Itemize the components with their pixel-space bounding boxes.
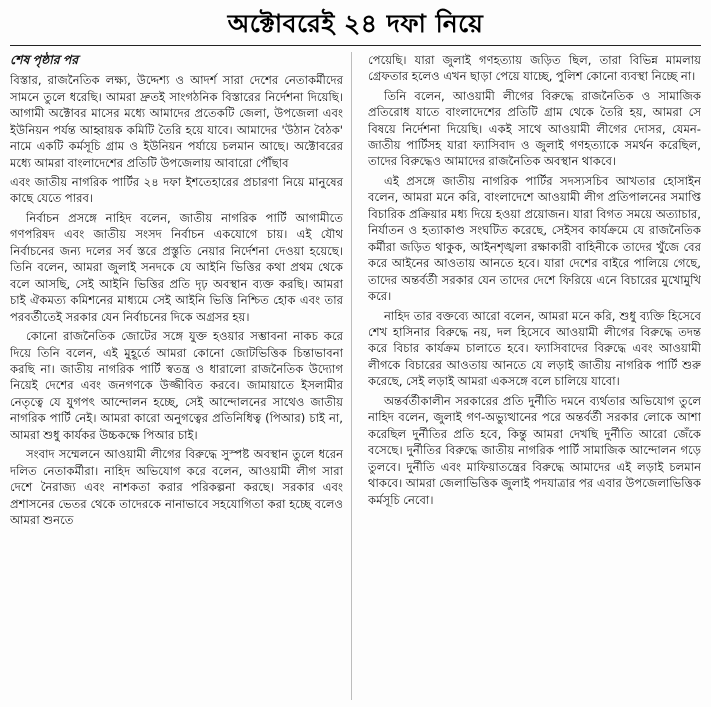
paragraph: পেয়েছি। যারা জুলাই গণহত্যায় জড়িত ছিল, তারা বিভিন্ন মামলায় গ্রেফতার হলেও এখন ছাড়া পেয়ে যাচ্ছে, পুলিশ কোনো ব্যবস্থা নিচ্ছে না।	[368, 52, 701, 84]
article-column-left	[10, 52, 352, 700]
page-headline: অক্টোবরেই ২৪ দফা নিয়ে	[227, 9, 484, 38]
paragraph: এবং জাতীয় নাগরিক পার্টির ২৪ দফা ইশতেহারের প্রচারণা নিয়ে মানুষের কাছে যেতে পারব।	[10, 174, 343, 206]
paragraph: অন্তর্বর্তীকালীন সরকারের প্রতি দুর্নীতি দমনে ব্যর্থতার অভিযোগ তুলে নাহিদ বলেন, জুলাই গণ-অভ্যুত্থানের পরে অন্তর্বর্তী সরকার লোকে আশা করেছিল দুর্নীতির প্রতি হবে, কিন্তু আমরা দেখছি দুর্নীতি আরো জেঁকে বসেছে। দুর্নীতির বিরুদ্ধে জাতীয় নাগরিক পার্টি সামাজিক আন্দোলন গড়ে তুলবে। দুর্নীতি এবং মাফিয়াতন্ত্রের বিরুদ্ধে আমাদের এই লড়াই চলমান থাকবে। আমরা জেলাভিত্তিক জুলাই পদযাত্রার পর এবার উপজেলাভিত্তিক কর্মসূচি নেবো।	[368, 393, 701, 507]
article-column-right	[368, 52, 701, 700]
paragraph: সংবাদ সম্মেলনে আওয়ামী লীগের বিরুদ্ধে সুস্পষ্ট অবস্থান তুলে ধরেন দলিত নেতাকর্মীরা। নাহিদ অভিযোগ করে বলেন, আওয়ামী লীগ সারা দেশে নৈরাজ্য এবং নাশকতা করার পরিকল্পনা করছে। সরকার এবং প্রশাসনের ভেতর থেকে তাদেরকে নানাভাবে সহযোগিতা করা হচ্ছে বলেও আমরা শুনতে	[10, 447, 343, 528]
paragraph: কোনো রাজনৈতিক জোটের সঙ্গে যুক্ত হওয়ার সম্ভাবনা নাকচ করে দিয়ে তিনি বলেন, এই মুহূর্তে আমরা কোনো জোটভিত্তিক চিন্তাভাবনা করছি না। জাতীয় নাগরিক পার্টি স্বতন্ত্র ও ধারালো রাজনৈতিক উদ্যোগ নিয়েই দেশের এবং জনগণকে উজ্জীবিত করবে। জামায়াতে ইসলামীর নেতৃত্বে যে যুগপৎ আন্দোলন হচ্ছে, সেই আন্দোলনের সাথেও জাতীয় নাগরিক পার্টি নেই। আমরা কারো অনুগত্বের প্রতিনিধিত্ব (পিআর) চাই না, আমরা শুধু কার্যকর উচ্চকক্ষে পিআর চাই।	[10, 329, 343, 442]
paragraph: এই প্রসঙ্গে জাতীয় নাগরিক পার্টির সদস্যসচিব আখতার হোসাইন বলেন, আমরা মনে করি, বাংলাদেশে আওয়ামী লীগ প্রতিপালনের সমাপ্তি বিচারিক প্রক্রিয়ার মধ্য দিয়ে হওয়া প্রয়োজন। যারা বিগত সময়ে অত্যাচার, নির্যাতন ও হত্যাকাণ্ড সংঘটিত করেছে, সেইসব কার্যক্রমে যে রাজনৈতিক কর্মীরা জড়িত থাকুক, আইনশৃঙ্খলা রক্ষাকারী বাহিনীকে তাদের খুঁজে বের করে আইনের আওতায় আনতে হবে। যারা দেশের বাইরে পালিয়ে গেছে, তাদের অন্তর্বর্তী সরকার যেন তাদের দেশে ফিরিয়ে এনে বিচারের মুখোমুখি করে।	[368, 173, 701, 304]
headline-divider	[10, 45, 701, 46]
paragraph: তিনি বলেন, আওয়ামী লীগের বিরুদ্ধে রাজনৈতিক ও সামাজিক প্রতিরোধ যাতে বাংলাদেশের প্রতিটি গ্রাম থেকে তৈরি হয়, আমরা সে বিষয়ে নির্দেশনা দিয়েছি। একই সাথে আওয়ামী লীগের দোসর, যেমন- জাতীয় পার্টিসহ যারা ফ্যাসিবাদ ও জুলাই গণহত্যাকে সমর্থন করেছিল, তাদের বিরুদ্ধেও আমাদের রাজনৈতিক অবস্থান থাকবে।	[368, 88, 701, 169]
paragraph: বিস্তার, রাজনৈতিক লক্ষ্য, উদ্দেশ্য ও আদর্শ সারা দেশের নেতাকর্মীদের সামনে তুলে ধরেছি। আমরা দ্রুতই সাংগঠনিক বিস্তারের নির্দেশনা দিয়েছি। আগামী অক্টোবর মাসের মধ্যে আমাদের প্রতেকটি জেলা, উপজেলা এবং ইউনিয়ন পর্যন্ত আহ্বায়ক কমিটি তৈরি হয়ে যাবে। আমাদের 'উঠান বৈঠক' নামে একটি কর্মসূচি গ্রাম ও ইউনিয়ন পর্যায়ে চলমান আছে। অক্টোবরের মধ্যে আমরা বাংলাদেশের প্রতিটি উপজেলায় আবারো পৌঁছাব	[10, 73, 343, 170]
paragraph: নির্বাচন প্রসঙ্গে নাহিদ বলেন, জাতীয় নাগরিক পার্টি আগামীতে গণপরিষদ এবং জাতীয় সংসদ নির্বাচন একযোগে চায়। এই যৌথ নির্বাচনের জন্য দলের সর্ব স্তরে প্রস্তুতি নেয়ার নির্দেশনা দেওয়া হয়েছে। তিনি বলেন, আমরা জুলাই সনদকে যে আইনি ভিত্তির কথা প্রথম থেকে বলে আসছি, সেই আইনি ভিত্তির প্রতি দৃঢ় অবস্থান ব্যক্ত করছি। আমরা চাই ঐকমত্য কমিশনের মাধ্যমে সেই আইনি ভিত্তি নিশ্চিত হোক এবং তার পরবর্তীতেই সরকার যেন নির্বাচনের দিকে অগ্রসর হয়।	[10, 210, 343, 324]
continuation-kicker: শেষ পৃষ্ঠার পর	[10, 52, 79, 67]
paragraph: নাহিদ তার বক্তব্যে আরো বলেন, আমরা মনে করি, শুধু ব্যক্তি হিসেবে শেখ হাসিনার বিরুদ্ধে নয়, দল হিসেবে আওয়ামী লীগের বিরুদ্ধে তদন্ত করে বিচার কার্যক্রম চালাতে হবে। ফ্যাসিবাদের বিরুদ্ধে এবং আওয়ামী লীগকে বিচারের আওতায় আনতে যে লড়াই জাতীয় নাগরিক পার্টি শুরু করেছে, সেই লড়াই আমরা একসঙ্গে বলে চালিয়ে যাবো।	[368, 308, 701, 389]
article-columns	[10, 52, 701, 700]
